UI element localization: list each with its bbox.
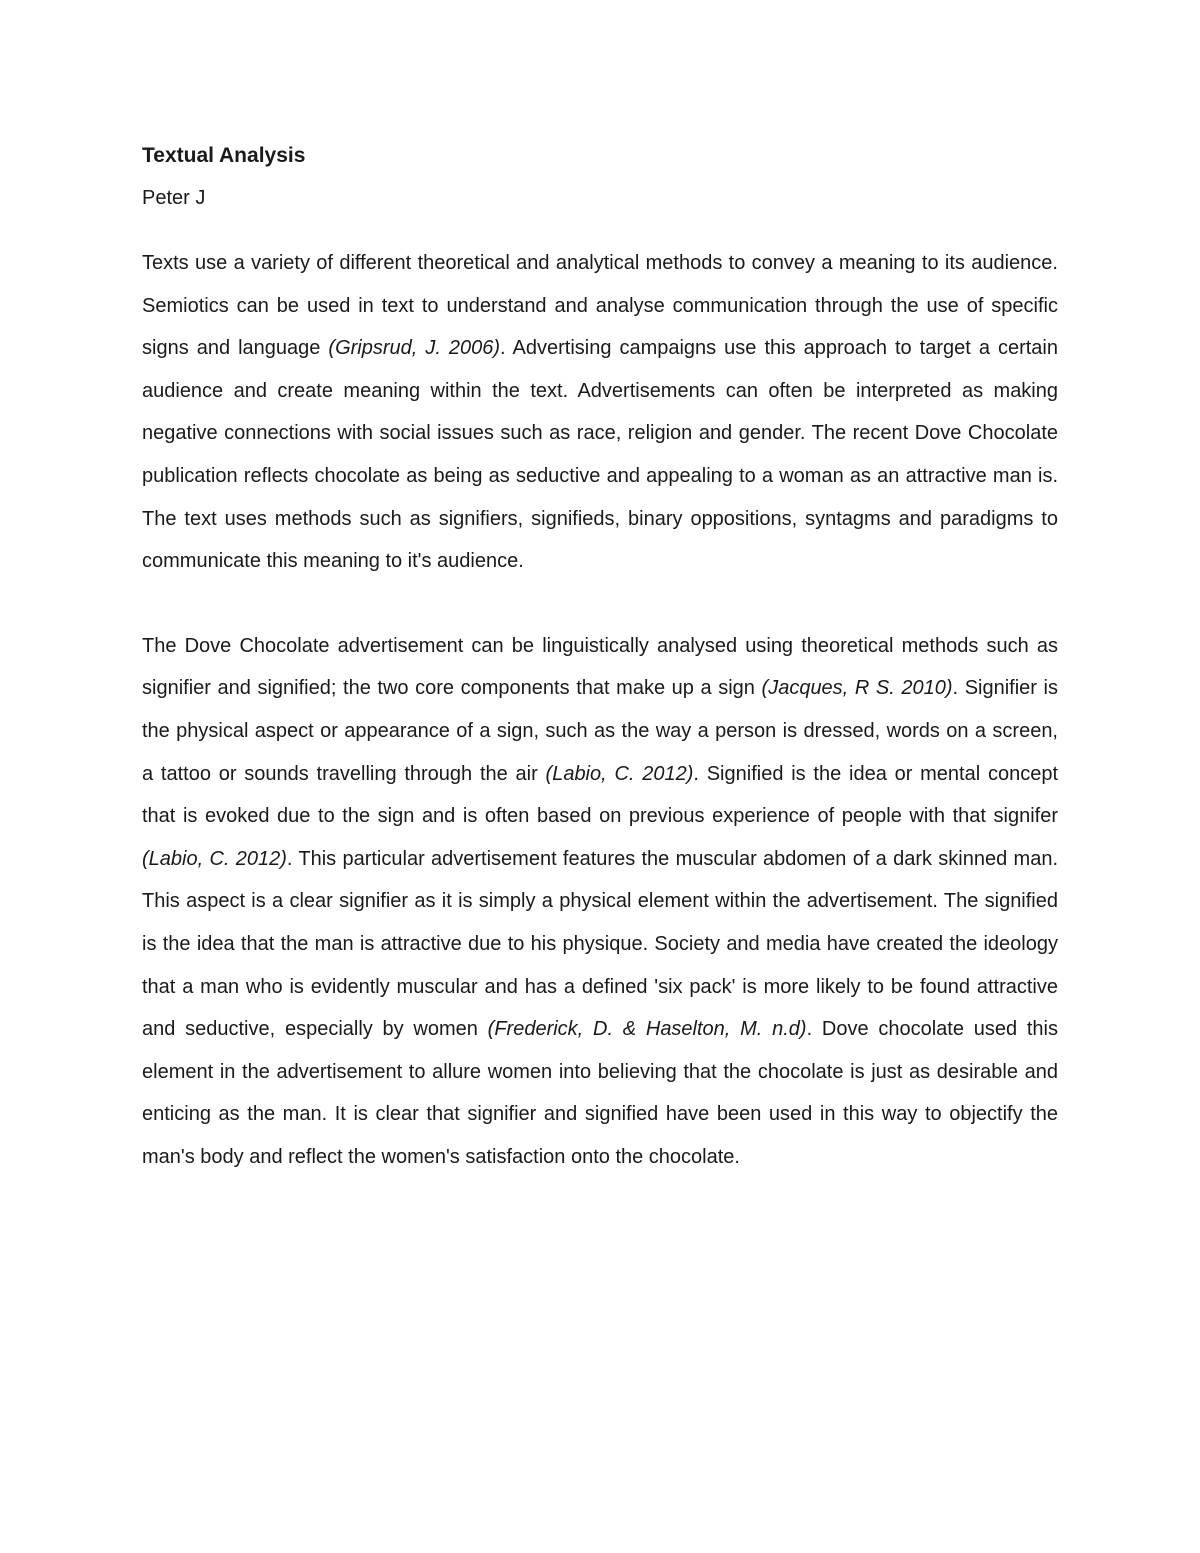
paragraph-text: The Dove Chocolate advertisement can be linguistically analysed using theoretical methods such as signifier and signified; the two core components that make up a sign bbox=[142, 634, 1058, 700]
document-page bbox=[142, 141, 1058, 1178]
paragraph-text: . Signified is the idea or mental concept that is evoked due to the sign and is often based on previous experience of people with that signifer bbox=[142, 762, 1059, 828]
document-author: Peter J bbox=[142, 187, 206, 209]
document-title: Textual Analysis bbox=[142, 144, 306, 167]
citation: (Frederick, D. & Haselton, M. n.d) bbox=[487, 1018, 807, 1041]
paragraph-text: . Dove chocolate used this element in the advertisement to allure women into believing that the chocolate is just as desirable and enticing as the man. It is clear that signifier and signified have been used in this way to objectify the man's body and reflect the women's satisfaction onto the chocolate. bbox=[142, 1018, 1058, 1168]
citation: (Gripsrud, J. 2006) bbox=[328, 337, 501, 360]
paragraph-text: Texts use a variety of different theoretical and analytical methods to convey a meaning to its audience. Semiotics can be used in text to understand and analyse communication through the use of specific signs and language bbox=[142, 252, 1058, 360]
citation: (Jacques, R S. 2010) bbox=[761, 677, 953, 700]
paragraph-2 bbox=[142, 625, 1058, 1179]
paragraph-text: . This particular advertisement features the muscular abdomen of a dark skinned man. This aspect is a clear signifier as it is simply a physical element within the advertisement. The signified is the idea that the man is attractive due to his physique. Society and media have created the ideology that a man who is evidently muscular and has a defined 'six pack' is more likely to be found attractive and seductive, especially by women bbox=[142, 847, 1058, 1041]
citation: (Labio, C. 2012) bbox=[142, 847, 287, 870]
paragraph-1 bbox=[142, 242, 1058, 583]
citation: (Labio, C. 2012) bbox=[545, 762, 694, 785]
paragraph-text: . Signifier is the physical aspect or appearance of a sign, such as the way a person is dressed, words on a screen, a tattoo or sounds travelling through the air bbox=[142, 677, 1059, 785]
paragraph-text: . Advertising campaigns use this approach to target a certain audience and create meaning within the text. Advertisements can often be interpreted as making negative connections with social issues such as race, religion and gender. The recent Dove Chocolate publication reflects chocolate as being as seductive and appealing to a woman as an attractive man is. The text uses methods such as signifiers, signifieds, binary oppositions, syntagms and paradigms to communicate this meaning to it's audience. bbox=[142, 337, 1058, 573]
